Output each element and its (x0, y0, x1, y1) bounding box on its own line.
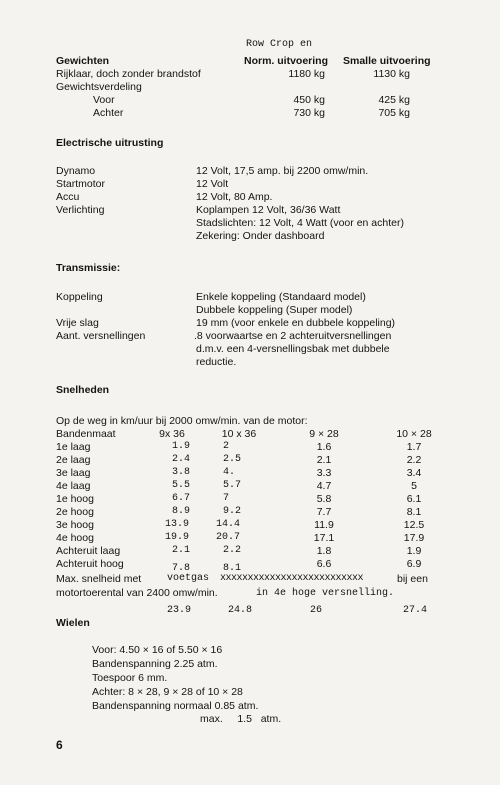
weights-col-small: Smalle uitvoering (343, 55, 431, 67)
electric-value: Koplampen 12 Volt, 36/36 Watt (196, 204, 341, 216)
transmission-label: Vrije slag (56, 317, 99, 329)
transmission-label: Aant. versnellingen (56, 330, 146, 342)
max-speed-value: 23.9 (167, 605, 192, 616)
max-speed-value: 26 (310, 605, 323, 616)
weights-row-small: 1130 kg (373, 68, 410, 80)
wheels-line: Bandenspanning 2.25 atm. (92, 658, 218, 670)
speeds-cell: 13.9 (165, 519, 190, 530)
speeds-row-label: 4e laag (56, 480, 91, 492)
speeds-cell: 5.7 (223, 480, 242, 491)
transmission-value: 19 mm (voor enkele en dubbele koppeling) (196, 317, 396, 329)
speeds-cell: 6.7 (172, 493, 191, 504)
speeds-row-label: 3e laag (56, 467, 91, 479)
speeds-cell: 11.9 (314, 519, 334, 531)
speeds-row-label: 4e hoog (56, 532, 94, 544)
max-speed-text: motortoerental van 2400 omw/min. (56, 587, 218, 599)
speeds-cell: 8.9 (172, 506, 191, 517)
speeds-row-label: 2e hoog (56, 506, 94, 518)
speeds-cell: 5.5 (172, 480, 191, 491)
weights-row-small: 425 kg (378, 94, 410, 106)
speeds-row-label: 1e hoog (56, 493, 94, 505)
speeds-row-label: 1e laag (56, 441, 91, 453)
speeds-cell: 6.9 (406, 558, 422, 570)
wheels-line: max. 1.5 atm. (200, 713, 282, 725)
speeds-cell: 4. (223, 467, 236, 478)
speeds-cell: 3.3 (316, 467, 332, 479)
speeds-intro: Op de weg in km/uur bij 2000 omw/min. van de motor: (56, 415, 308, 427)
speeds-header: Bandenmaat (56, 428, 116, 440)
max-speed-typed: voetgas (167, 573, 210, 584)
electric-label: Accu (56, 191, 80, 203)
speeds-cell: 20.7 (216, 532, 241, 543)
transmission-value: d.m.v. een 4-versnellingsbak met dubbele (196, 343, 390, 355)
speeds-cell: 1.6 (316, 441, 332, 453)
electric-value: 12 Volt, 80 Amp. (196, 191, 273, 203)
speeds-cell: 17.9 (403, 532, 425, 544)
speeds-cell: 8.1 (406, 506, 422, 518)
speeds-cell: 3.8 (172, 467, 191, 478)
speeds-header: 10 x 36 (221, 428, 257, 440)
speeds-cell: 7.8 (172, 563, 191, 574)
speeds-cell: 3.4 (406, 467, 422, 479)
speeds-title: Snelheden (56, 384, 110, 396)
electric-value: Zekering: Onder dashboard (196, 230, 325, 242)
transmission-value: .8 voorwaartse en 2 achteruitversnellingen (194, 330, 392, 342)
max-speed-value: 24.8 (228, 605, 253, 616)
weights-title: Gewichten (56, 55, 110, 67)
speeds-cell: 17.1 (313, 532, 335, 544)
weights-row-norm: 450 kg (293, 94, 325, 106)
speeds-cell: 2 (223, 441, 230, 452)
speeds-cell: 7.7 (316, 506, 332, 518)
speeds-row-label: 2e laag (56, 454, 91, 466)
typed-header: Row Crop en (246, 39, 313, 50)
weights-row-norm: 1180 kg (288, 68, 325, 80)
struck-through-text: xxxxxxxxxxxxxxxxxxxxxxxxxx (220, 573, 364, 584)
transmission-value: Enkele koppeling (Standaard model) (196, 291, 366, 303)
electric-label: Dynamo (56, 165, 96, 177)
speeds-cell: 5.8 (316, 493, 332, 505)
speeds-cell: 2.4 (172, 454, 191, 465)
speeds-cell: 2.5 (223, 454, 242, 465)
max-speed-text: bij een (397, 573, 428, 585)
weights-row-label: Rijklaar, doch zonder brandstof (56, 68, 201, 80)
page-number: 6 (56, 738, 63, 752)
weights-row-label: Voor (93, 94, 115, 106)
speeds-cell: 2.1 (172, 545, 191, 556)
wheels-line: Voor: 4.50 × 16 of 5.50 × 16 (92, 644, 223, 656)
speeds-cell: 8.1 (223, 563, 242, 574)
speeds-header: 9 × 28 (309, 428, 339, 440)
speeds-cell: 14.4 (216, 519, 241, 530)
wheels-line: Bandenspanning normaal 0.85 atm. (92, 700, 259, 712)
transmission-label: Koppeling (56, 291, 103, 303)
electric-label: Verlichting (56, 204, 105, 216)
max-speed-typed: in 4e hoge versnelling. (256, 588, 395, 599)
electric-value: 12 Volt, 17,5 amp. bij 2200 omw/min. (196, 165, 369, 177)
speeds-cell: 2.2 (406, 454, 422, 466)
speeds-cell: 2.1 (316, 454, 332, 466)
speeds-cell: 19.9 (165, 532, 190, 543)
speeds-cell: 2.2 (223, 545, 242, 556)
weights-col-norm: Norm. uitvoering (244, 55, 329, 67)
speeds-cell: 1.8 (316, 545, 332, 557)
speeds-header: 10 × 28 (396, 428, 432, 440)
speeds-row-label: 3e hoog (56, 519, 94, 531)
weights-row-label: Achter (93, 107, 124, 119)
weights-row-small: 705 kg (378, 107, 410, 119)
speeds-cell: 7 (223, 493, 230, 504)
wheels-title: Wielen (56, 617, 90, 629)
electric-label: Startmotor (56, 178, 106, 190)
speeds-cell: 1.9 (406, 545, 422, 557)
speeds-cell: 1.7 (406, 441, 422, 453)
transmission-value: Dubbele koppeling (Super model) (196, 304, 353, 316)
speeds-row-label: Achteruit laag (56, 545, 121, 557)
speeds-cell: 1.9 (172, 441, 191, 452)
weights-row-norm: 730 kg (293, 107, 325, 119)
electric-value: Stadslichten: 12 Volt, 4 Watt (voor en achter) (196, 217, 404, 229)
speeds-header: 9x 36 (159, 428, 185, 440)
speeds-cell: 9.2 (223, 506, 242, 517)
electric-title: Electrische uitrusting (56, 137, 164, 149)
speeds-cell: 12.5 (403, 519, 425, 531)
max-speed-value: 27.4 (403, 605, 428, 616)
wheels-line: Toespoor 6 mm. (92, 672, 168, 684)
speeds-cell: 6.6 (316, 558, 332, 570)
max-speed-text: Max. snelheid met (56, 573, 142, 585)
wheels-line: Achter: 8 × 28, 9 × 28 of 10 × 28 (92, 686, 243, 698)
electric-value: 12 Volt (196, 178, 229, 190)
speeds-cell: 5 (411, 480, 417, 492)
transmission-value: reductie. (196, 356, 237, 368)
speeds-row-label: Achteruit hoog (56, 558, 124, 570)
weights-row-label: Gewichtsverdeling (56, 81, 142, 93)
speeds-cell: 6.1 (406, 493, 422, 505)
transmission-title: Transmissie: (56, 262, 121, 274)
speeds-cell: 4.7 (316, 480, 332, 492)
